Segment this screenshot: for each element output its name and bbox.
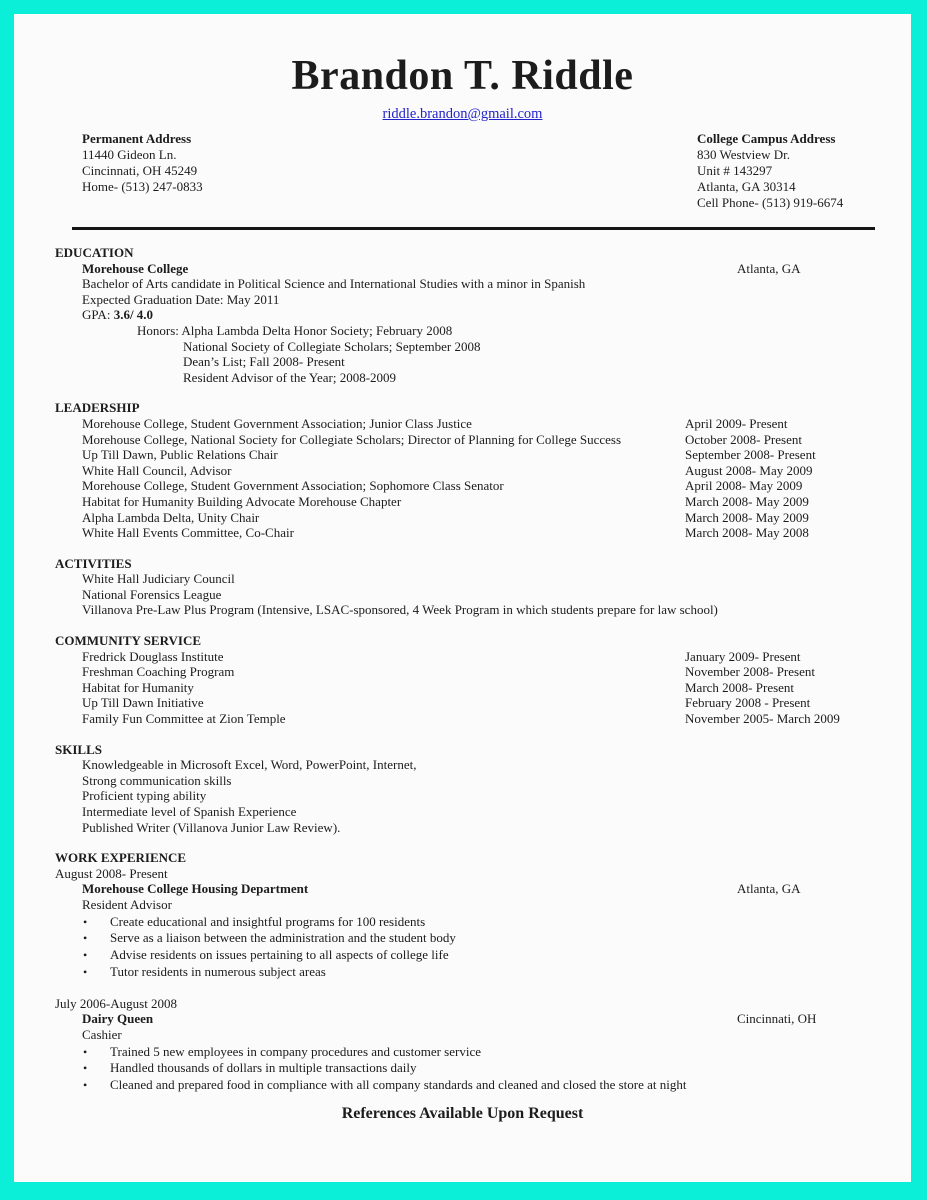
job-location: Atlanta, GA xyxy=(737,881,801,897)
leadership-date: April 2008- May 2009 xyxy=(685,478,803,494)
community-service-date: November 2008- Present xyxy=(685,664,815,680)
bullet-icon: • xyxy=(83,1061,88,1076)
job-bullet xyxy=(83,947,911,964)
campus-address-line: Atlanta, GA 30314 xyxy=(697,179,796,194)
job-bullet xyxy=(83,1044,911,1061)
leadership-item xyxy=(82,510,911,526)
job-block xyxy=(14,866,911,981)
honors-line xyxy=(137,323,911,339)
leadership-date: October 2008- Present xyxy=(685,431,802,447)
job-location: Cincinnati, OH xyxy=(737,1011,817,1027)
bullet-icon: • xyxy=(83,948,88,963)
community-service-title: Habitat for Humanity xyxy=(82,679,194,695)
address-block xyxy=(14,131,911,213)
activities-section xyxy=(14,556,911,618)
job-bullet xyxy=(83,1060,911,1077)
job-bullet-list xyxy=(14,1044,911,1094)
community-service-item xyxy=(82,664,911,680)
education-heading: EDUCATION xyxy=(55,245,134,260)
honors-item: Resident Advisor of the Year; 2008-2009 xyxy=(183,369,397,385)
leadership-title: Up Till Dawn, Public Relations Chair xyxy=(82,447,278,463)
activity-item: National Forensics League xyxy=(82,586,222,602)
leadership-title: Morehouse College, Student Government Association; Junior Class Justice xyxy=(82,415,472,431)
job-block xyxy=(14,996,911,1094)
community-service-title: Fredrick Douglass Institute xyxy=(82,648,224,664)
job-bullet xyxy=(83,930,911,947)
skill-item: Knowledgeable in Microsoft Excel, Word, PowerPoint, Internet, xyxy=(82,757,417,773)
community-service-date: February 2008 - Present xyxy=(685,695,811,711)
job-bullet xyxy=(83,914,911,931)
honors-label: Honors: xyxy=(137,322,182,338)
skill-item: Published Writer (Villanova Junior Law Review). xyxy=(82,819,341,835)
community-service-title: Up Till Dawn Initiative xyxy=(82,695,204,711)
header-divider xyxy=(72,227,875,230)
permanent-address-label: Permanent Address xyxy=(82,131,192,146)
leadership-item xyxy=(82,463,911,479)
skill-item: Proficient typing ability xyxy=(82,788,207,804)
skill-item: Strong communication skills xyxy=(82,772,232,788)
community-service-date: November 2005- March 2009 xyxy=(685,711,840,727)
bullet-icon: • xyxy=(83,931,88,946)
job-bullet xyxy=(83,1077,911,1094)
leadership-title: White Hall Council, Advisor xyxy=(82,462,232,478)
permanent-address xyxy=(82,131,203,195)
leadership-title: White Hall Events Committee, Co-Chair xyxy=(82,525,294,541)
bullet-icon: • xyxy=(83,964,88,979)
community-service-title: Family Fun Committee at Zion Temple xyxy=(82,711,286,727)
school-name: Morehouse College xyxy=(82,260,189,276)
community-service-heading: COMMUNITY SERVICE xyxy=(55,633,202,649)
education-school-row xyxy=(82,261,911,277)
page-title: Brandon T. Riddle xyxy=(291,53,634,99)
leadership-title: Morehouse College, Student Government Association; Sophomore Class Senator xyxy=(82,478,504,494)
bullet-icon: • xyxy=(83,1044,88,1059)
gpa-value: 3.6/ 4.0 xyxy=(113,307,154,323)
bullet-icon: • xyxy=(83,1078,88,1093)
job-employer-row xyxy=(82,881,911,897)
job-employer: Dairy Queen xyxy=(82,1011,154,1027)
leadership-section xyxy=(14,400,911,540)
bullet-icon: • xyxy=(83,914,88,929)
email-link[interactable]: riddle.brandon@gmail.com xyxy=(382,106,543,122)
activity-item: Villanova Pre-Law Plus Program (Intensive, LSAC-sponsored, 4 Week Program in which students prepare for law school) xyxy=(82,602,718,618)
leadership-title: Habitat for Humanity Building Advocate Morehouse Chapter xyxy=(82,493,402,509)
leadership-item xyxy=(82,416,911,432)
graduation-line: Expected Graduation Date: May 2011 xyxy=(82,291,280,307)
leadership-date: March 2008- May 2009 xyxy=(685,509,809,525)
degree-line: Bachelor of Arts candidate in Political Science and International Studies with a minor in Spanish xyxy=(82,276,586,292)
skill-item: Intermediate level of Spanish Experience xyxy=(82,804,297,819)
job-bullet-text: Trained 5 new employees in company procedures and customer service xyxy=(110,1043,481,1059)
job-bullet-text: Create educational and insightful programs for 100 residents xyxy=(110,913,426,929)
campus-address-line: Cell Phone- (513) 919-6674 xyxy=(697,195,844,210)
resume-body xyxy=(14,245,911,1094)
email-line xyxy=(14,105,911,123)
campus-address-label: College Campus Address xyxy=(697,131,836,146)
job-employer: Morehouse College Housing Department xyxy=(82,881,309,897)
leadership-item xyxy=(82,478,911,494)
community-service-date: January 2009- Present xyxy=(685,648,801,664)
resume-page xyxy=(14,14,911,1182)
job-bullet-text: Advise residents on issues pertaining to all aspects of college life xyxy=(110,947,449,963)
job-dates: July 2006-August 2008 xyxy=(55,995,178,1011)
community-service-item xyxy=(82,649,911,665)
leadership-date: April 2009- Present xyxy=(685,415,788,431)
campus-address-line: Unit # 143297 xyxy=(697,163,773,178)
work-experience-heading: WORK EXPERIENCE xyxy=(55,850,187,866)
leadership-item xyxy=(82,525,911,541)
work-experience-section xyxy=(14,850,911,1094)
community-service-item xyxy=(82,711,911,727)
honors-item: Dean’s List; Fall 2008- Present xyxy=(183,354,345,370)
job-bullet-text: Handled thousands of dollars in multiple transactions daily xyxy=(110,1060,417,1076)
activities-heading: ACTIVITIES xyxy=(55,555,132,571)
leadership-date: August 2008- May 2009 xyxy=(685,462,813,478)
campus-address xyxy=(697,131,843,211)
gpa-label: GPA: xyxy=(82,307,114,323)
leadership-item xyxy=(82,432,911,448)
permanent-address-line: Cincinnati, OH 45249 xyxy=(82,163,198,178)
education-section xyxy=(14,245,911,385)
leadership-heading: LEADERSHIP xyxy=(55,400,140,416)
leadership-title: Alpha Lambda Delta, Unity Chair xyxy=(82,509,260,525)
school-location: Atlanta, GA xyxy=(737,260,801,276)
job-bullet-text: Serve as a liaison between the administration and the student body xyxy=(110,930,456,946)
job-employer-row xyxy=(82,1011,911,1027)
leadership-item xyxy=(82,494,911,510)
references-note: References Available Upon Request xyxy=(341,1105,584,1122)
campus-address-line: 830 Westview Dr. xyxy=(697,147,790,162)
job-bullet-list xyxy=(14,914,911,981)
skills-heading: SKILLS xyxy=(55,741,102,757)
skills-section xyxy=(14,742,911,836)
job-bullet-text: Cleaned and prepared food in compliance with all company standards and cleaned and closed the store at night xyxy=(110,1077,687,1093)
gpa-line xyxy=(82,307,911,323)
job-bullet-text: Tutor residents in numerous subject areas xyxy=(110,963,326,979)
job-role: Cashier xyxy=(82,1026,122,1042)
honors-item: Alpha Lambda Delta Honor Society; February 2008 xyxy=(181,322,453,338)
community-service-title: Freshman Coaching Program xyxy=(82,664,235,680)
leadership-date: September 2008- Present xyxy=(685,447,816,463)
leadership-date: March 2008- May 2009 xyxy=(685,493,809,509)
community-service-item xyxy=(82,695,911,711)
community-service-date: March 2008- Present xyxy=(685,679,795,695)
job-dates: August 2008- Present xyxy=(55,865,168,881)
leadership-item xyxy=(82,447,911,463)
activity-item: White Hall Judiciary Council xyxy=(82,571,235,587)
leadership-title: Morehouse College, National Society for Collegiate Scholars; Director of Planning for College Success xyxy=(82,431,622,447)
leadership-date: March 2008- May 2008 xyxy=(685,525,809,541)
job-bullet xyxy=(83,964,911,981)
honors-item: National Society of Collegiate Scholars; September 2008 xyxy=(183,338,481,354)
community-service-section xyxy=(14,633,911,727)
community-service-item xyxy=(82,680,911,696)
permanent-address-line: Home- (513) 247-0833 xyxy=(82,179,203,194)
permanent-address-line: 11440 Gideon Ln. xyxy=(82,147,177,162)
job-role: Resident Advisor xyxy=(82,896,172,912)
